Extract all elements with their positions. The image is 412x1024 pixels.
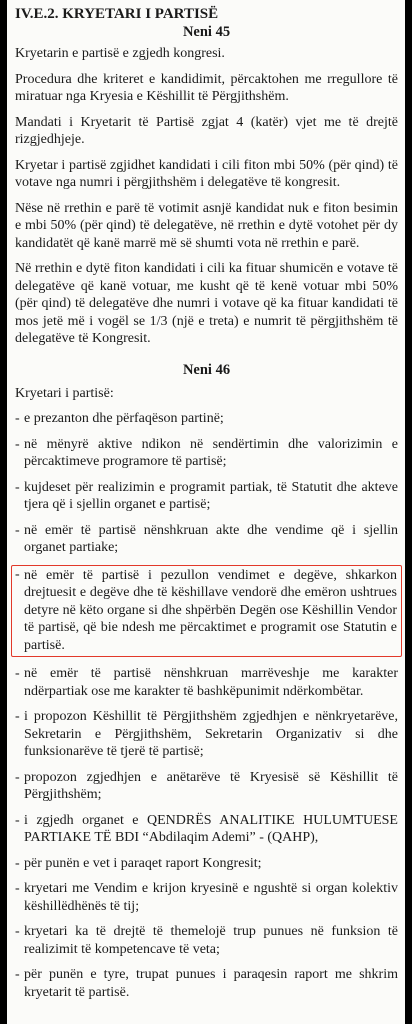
- list-item: [15, 966, 398, 1001]
- dash-marker: -: [15, 769, 20, 785]
- article-45-paragraph: Procedura dhe kriteret e kandidimit, përcaktohen me rregullore të miratuar nga Kryesia e Këshillit të Përgjithshëm.: [15, 71, 398, 104]
- list-item-text: në emër të partisë i pezullon vendimet e degëve, shkarkon drejtuesit e degëve dhe të këshillave vendorë dhe emëron ushtrues detyre në këto organe si dhe shpërbën Degën ose Këshillin Vendor të partisë, që bie ndesh me përcaktimet e programit ose Statutin e partisë.: [24, 567, 397, 653]
- list-item: [15, 812, 398, 847]
- article-46-heading: Neni 46: [182, 361, 231, 378]
- list-item-text: kujdeset për realizimin e programit partiak, të Statutit dhe akteve tjera që i sjellin organet e partisë;: [24, 479, 398, 512]
- dash-marker: -: [15, 924, 20, 939]
- document-content: [15, 6, 398, 1009]
- article-46-list: [15, 410, 398, 1001]
- list-item: [15, 410, 398, 428]
- list-item-text: për punën e vet i paraqet raport Kongresit;: [24, 855, 262, 871]
- list-item: [15, 522, 398, 557]
- dash-marker: -: [15, 566, 20, 582]
- list-item: [15, 479, 398, 514]
- list-item: [15, 880, 398, 915]
- list-item-text: në emër të partisë nënshkruan akte dhe vendime që i sjellin organet partiake;: [24, 522, 398, 555]
- dash-marker: -: [15, 479, 20, 495]
- list-item-text: kryetari ka të drejtë të themelojë trup punues në funksion të realizimit të kompetencave të veta;: [24, 924, 398, 957]
- dash-marker: -: [15, 709, 20, 724]
- article-45-paragraph: Mandati i Kryetarit të Partisë zgjat 4 (katër) vjet me të drejtë rizgjedhjeje.: [15, 114, 398, 147]
- article-45-paragraph: Në rrethin e dytë fiton kandidati i cili ka fituar shumicën e votave të delegatëve që kanë votuar, me kusht që të kenë votuar mbi 50% (për qind) të delegatëve dhe numri i votave që ka fituar kandidati të mos jetë më i vogël se 1/3 (një e treta) e numrit të përgjithshëm të delegatëve të Kongresit.: [15, 261, 398, 346]
- document-page: [7, 0, 405, 1024]
- article-46-intro: Kryetari i partisë:: [15, 385, 114, 401]
- list-item: [15, 769, 398, 804]
- section-title: IV.E.2. KRYETARI I PARTISË: [15, 6, 219, 22]
- dash-marker: -: [15, 436, 20, 452]
- list-item-text: kryetari me Vendim e krijon kryesinë e ngushtë si organ kolektiv këshillëdhënës të tij;: [24, 881, 398, 914]
- dash-marker: -: [15, 666, 20, 681]
- article-45-paragraph: Nëse në rrethin e parë të votimit asnjë kandidat nuk e fiton besimin e mbi 50% (për qind) të delegatëve, në rrethin e dytë votohet për dy kandidatët që kanë marrë më së shumti vota në rrethin e parë.: [15, 200, 398, 251]
- list-item: [15, 665, 398, 700]
- article-45-paragraph: Kryetar i partisë zgjidhet kandidati i cili fiton mbi 50% (për qind) të votave nga numri i përgjithshëm i delegatëve të kongresit.: [15, 157, 398, 190]
- dash-marker: -: [15, 967, 20, 982]
- dash-marker: -: [15, 411, 20, 426]
- list-item-text: për punën e tyre, trupat punues i paraqesin raport me shkrim kryetarit të partisë.: [24, 967, 398, 1000]
- dash-marker: -: [15, 855, 20, 871]
- list-item-text: në mënyrë aktive ndikon në sendërtimin dhe valorizimin e përcaktimeve programore të partisë;: [24, 436, 398, 469]
- list-item-text: në emër të partisë nënshkruan marrëveshje me karakter ndërpartiak ose me karakter të bashkëpunimit ndërkombëtar.: [24, 666, 398, 699]
- list-item: [15, 436, 398, 471]
- article-45-paragraph: Kryetarin e partisë e zgjedh kongresi.: [15, 46, 225, 61]
- list-item: [15, 708, 398, 761]
- dash-marker: -: [15, 522, 20, 538]
- dash-marker: -: [15, 881, 20, 896]
- list-item-text: e prezanton dhe përfaqëson partinë;: [24, 411, 224, 426]
- list-item: [15, 923, 398, 958]
- list-item-text: i propozon Këshillit të Përgjithshëm zgjedhjen e nënkryetarëve, Sekretarin e Përgjithshëm, Sekretarin Organizativ si dhe funksionarëve të tjerë të partisë;: [24, 709, 398, 759]
- article-45-heading: Neni 45: [182, 24, 231, 40]
- list-item-text: propozon zgjedhjen e anëtarëve të Kryesisë së Këshillit të Përgjithshëm;: [24, 769, 398, 802]
- highlighted-list-item: [11, 565, 402, 658]
- dash-marker: -: [15, 812, 20, 828]
- list-item-text: i zgjedh organet e QENDRËS ANALITIKE HULUMTUESE PARTIAKE TË BDI “Abdilaqim Ademi” - (QAHP),: [24, 812, 398, 845]
- list-item: [15, 855, 398, 873]
